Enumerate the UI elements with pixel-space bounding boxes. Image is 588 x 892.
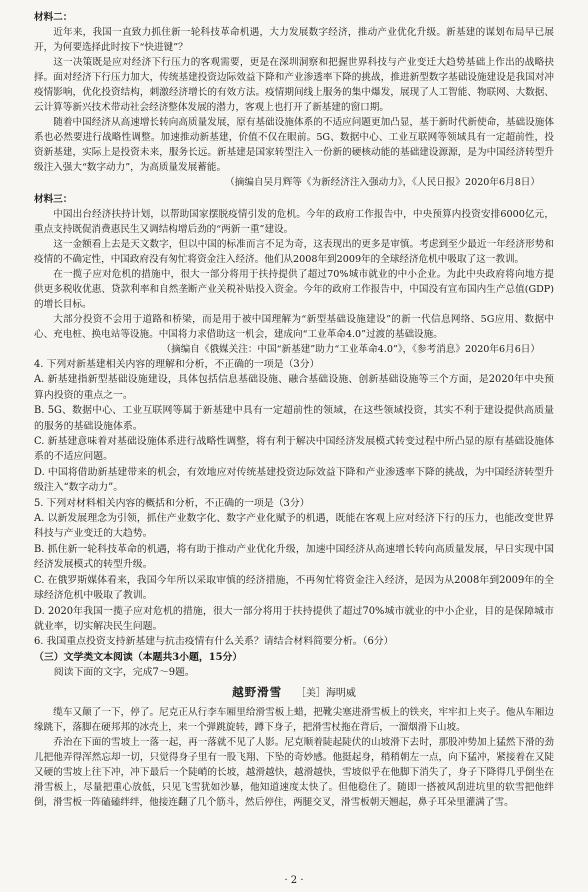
- option-a: A. 新基建指新型基础设施建设，具体包括信息基础设施、融合基础设施、创新基础设施等三个方面，是2020年中央预算内投资的重点之一。: [34, 374, 554, 401]
- paragraph: 在一揽子应对危机的措施中，很大一部分将用于扶持提供了超过70%城市就业的中小企业。为此中央政府将向地方提供更多税收优惠、贷款利率和自然垄断产业关税补贴投入资金。今年的政府工作报告中，中国没有宣布国内生产总值(GDP)的增长目标。: [34, 269, 554, 310]
- paragraph: 这一决策既是应对经济下行压力的客观需要，更是在深圳洞察和把握世界科技与产业变迁大趋势基础上作出的战略抉择。面对经济下行压力加大，传统基建投资边际效益下降和产业渗透率下降的挑战，推进新型数字基础设施建设是我国对冲疫情影响，优化投资结构，刺激经济增长的有效方法。疫情期间线上服务的集中爆发，展现了人工智能、物联网、大数据、云计算等新兴技术带动社会经济整体发展的潜力，客观上也打开了新基建的窗口期。: [34, 57, 554, 113]
- material-heading: 材料二：: [34, 12, 73, 23]
- story: [34, 682, 554, 810]
- question-stem: 6. 我国重点投资支持新基建与抗击疫情有什么关系？请结合材料简要分析。（6分）: [34, 636, 394, 648]
- section-heading: （三）文学类文本阅读（本题共3小题，15分）: [34, 651, 243, 663]
- material-two: [34, 10, 554, 190]
- question-stem: 4. 下列对新基建相关内容的理解和分析，不正确的一项是（3分）: [34, 359, 320, 370]
- question-4: [34, 357, 554, 496]
- story-author: ［美］海明威: [295, 687, 356, 699]
- source-citation: （摘编自《俄媒关注：中国“新基建”助力“工业革命4.0”》，《参考消息》2020年6月6日）: [161, 344, 540, 355]
- option-b: B. 5G、数据中心、工业互联网等属于新基建中具有一定超前性的领域，在这些领域投资，其实不利于建设提供高质量的服务的基础设施体系。: [34, 405, 554, 432]
- option-a: A. 以新发展理念为引领，抓住产业数字化、数字产业化赋予的机遇，既能在客观上应对经济下行的压力，也能改变世界科技与产业变迁的大趋势。: [34, 513, 554, 540]
- section-three: [34, 650, 554, 681]
- question-6: [34, 634, 554, 649]
- page-number: · 2 ·: [284, 875, 304, 886]
- paragraph: 近年来，我国一直致力抓住新一轮科技革命机遇，大力发展数字经济，推动产业优化升级。新基建的谋划布局早已展开，为何要选择此时按下“快进键”？: [34, 27, 554, 53]
- option-b: B. 抓住新一轮科技革命的机遇，将有助于推动产业优化升级，加速中国经济从高速增长转向高质量发展，早日实现中国经济发展模式的转型升级。: [34, 543, 554, 571]
- material-three: [34, 192, 554, 357]
- paragraph: 这一金额看上去是天文数字，但以中国的标准而言不足为奇，这表现出的更多是审慎。考虑到至少最近一年经济形势和疫情的不确定性，中国政府没有匆忙将资金注入经济。他们从2008年到2009年的全球经济危机中吸取了这一教训。: [34, 239, 554, 265]
- question-stem: 5. 下列对材料相关内容的概括和分析，不正确的一项是（3分）: [34, 497, 310, 509]
- option-d: D. 中国将借助新基建带来的机会，有效地应对传统基建投资边际效益下降和产业渗透率下降的挑战，为中国经济转型升级注入“数字动力”。: [34, 466, 554, 494]
- source-citation: （摘编自吴月辉等《为新经济注入强动力》，《人民日报》2020年6月8日）: [225, 177, 540, 188]
- option-c: C. 新基建意味着对基础设施体系进行战略性调整，将有利于解决中国经济发展模式转变过程中所凸显的原有基础设施体系的不适应问题。: [34, 436, 554, 463]
- paragraph: 中国出台经济扶持计划，以帮助国家摆脱疫情引发的危机。今年的政府工作报告中，中央预算内投资安排6000亿元，重点支持既促消费惠民生又调结构增后劲的“两新一重”建设。: [34, 209, 554, 235]
- paragraph: 缆车又颠了一下，停了。尼克正从行李车厢里给滑雪板上蜡，把靴尖塞进滑雪板上的铁夹，牢牢扣上夹子。他从车厢边缘跳下，落脚在硬邦邦的冰壳上，来一个弹跳旋转，蹲下身子，把滑雪杖拖在背后，一溜烟滑下山坡。: [34, 706, 554, 733]
- story-title: 越野滑雪: [232, 684, 283, 699]
- question-5: [34, 496, 554, 635]
- paragraph: 随着中国经济从高速增长转向高质量发展，原有基础设施体系的不适应问题更加凸显，基于新时代新使命，基础设施体系也必然要进行战略性调整。加速推动新基建，价值不仅在眼前。5G、数据中心、工业互联网等领域具有一定超前性，投资新基建，实际上是投资未来，服务长远。新基建是国家转型注入一份新的硬核动能的基础建设源源，是为中国经济转型升级注入强大“数字动力”，为高质量发展蓄能。: [34, 117, 554, 173]
- option-d: D. 2020年我国一揽子应对危机的措施，很大一部分将用于扶持提供了超过70%城市就业的中小企业，目的是保障城市就业率，切实解决民生问题。: [34, 605, 554, 632]
- paragraph: 大部分投资不会用于道路和桥梁，而是用于被中国理解为“新型基础设施建设”的新一代信息网络、5G应用、数据中心、充电桩、换电站等设施。中国将力求借助这一机会，建成向“工业革命4.0”过渡的基础设施。: [34, 314, 554, 340]
- option-c: C. 在俄罗斯媒体看来，我国今年所以采取审慎的经济措施，不再匆忙将资金注入经济，是因为从2008年到2009年的全球经济危机中吸取了教训。: [34, 574, 554, 602]
- section-instruction: 阅读下面的文字，完成7～9题。: [53, 667, 195, 679]
- story-title-line: [34, 682, 554, 704]
- paragraph: 乔治在下面的雪坡上一落一起，再一落就不见了人影。尼克顺着陡起陡伏的山坡滑下去时，那股冲势加上猛然下滑的劲儿把他弄得浑然忘却一切，只觉得身子里有一股飞翔、下坠的奇妙感。他挺起身，稍稍朝左一点，向下猛冲，紧接着在又陡又硬的雪坡上往下冲，冲下最后一个陡峭的长坡，越滑越快，越滑越快，雪坡似乎在他脚下消失了，身子下降得几乎倒坐在滑雪板上，尽量把重心放低，只见飞雪犹如沙暴，他知道速度太快了。但他稳住了。随即一搭被风刮进坑里的软雪把他绊倒，滑雪板一阵磕磕绊绊，他接连翻了几个筋斗，然后停住，两腿交叉，滑雪板朝天翘起，鼻子耳朵里灌满了雪。: [34, 736, 554, 808]
- material-heading: 材料三：: [34, 194, 73, 205]
